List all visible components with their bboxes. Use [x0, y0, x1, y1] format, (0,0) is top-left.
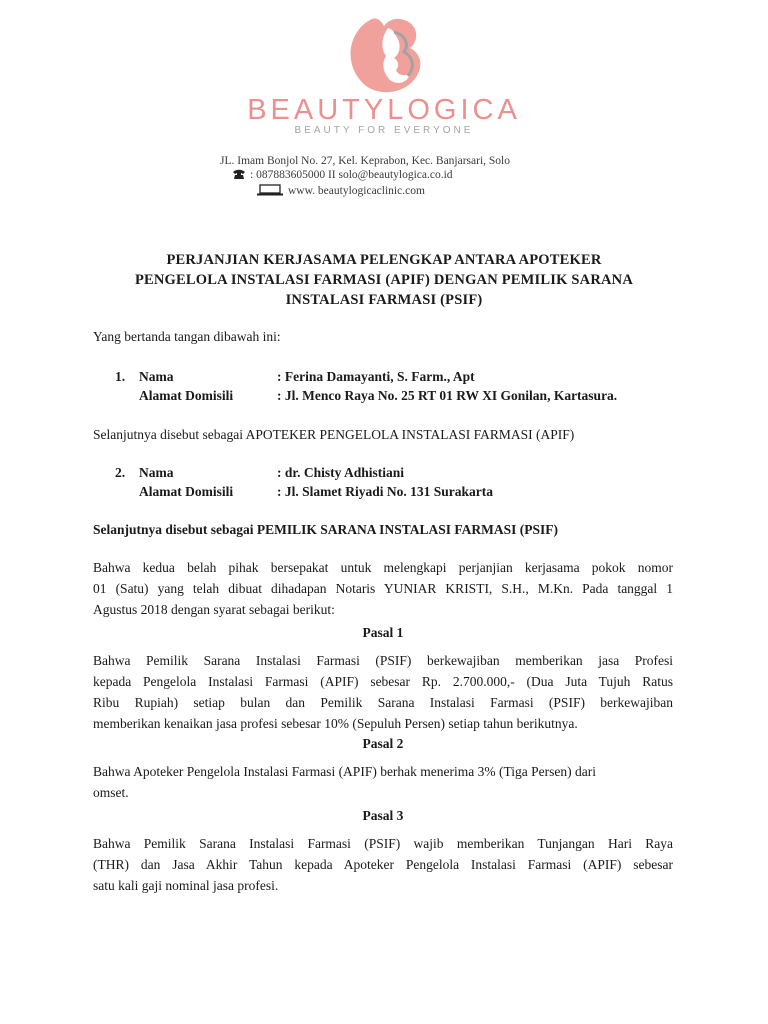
title-line: PERJANJIAN KERJASAMA PELENGKAP ANTARA APOTEKER — [166, 252, 602, 268]
pasal2-heading: Pasal 2 — [362, 736, 404, 751]
brand-name: BEAUTYLOGICA — [247, 94, 521, 126]
paragraph-line: kepada Pengelola Instalasi Farmasi (APIF) sebesar Rp. 2.700.000,- (Dua Juta Tujuh Ratus — [93, 674, 673, 689]
party1-name-label: Nama — [139, 369, 174, 384]
pasal1-heading: Pasal 1 — [362, 625, 404, 640]
pasal1-paragraph — [93, 650, 673, 734]
company-address: JL. Imam Bonjol No. 27, Kel. Keprabon, Kec. Banjarsari, Solo — [220, 155, 510, 167]
party2-role-text: PEMILIK SARANA INSTALASI FARMASI (PSIF) — [256, 522, 558, 537]
paragraph-line: Ribu Rupiah) setiap bulan dan Pemilik Sarana Instalasi Farmasi (PSIF) berkewajiban — [93, 695, 673, 710]
contact-phone-email — [232, 169, 453, 182]
beautylogica-logo-icon — [336, 14, 436, 96]
intro-text: Yang bertanda tangan dibawah ini: — [93, 329, 281, 344]
party2-role — [93, 520, 558, 540]
paragraph-line: Bahwa Apoteker Pengelola Instalasi Farmasi (APIF) berhak menerima 3% (Tiga Persen) dari — [93, 764, 597, 779]
party1-number: 1. — [115, 369, 126, 384]
title-line: INSTALASI FARMASI (PSIF) — [285, 292, 483, 308]
laptop-icon — [256, 184, 284, 199]
paragraph-line: satu kali gaji nominal jasa profesi. — [93, 878, 279, 893]
phone-icon — [232, 169, 246, 182]
agreement-title — [96, 250, 672, 310]
paragraph-line: memberikan kenaikan jasa profesi sebesar 10% (Sepuluh Persen) setiap tahun berikutnya. — [93, 716, 578, 731]
party1-address-value: : Jl. Menco Raya No. 25 RT 01 RW XI Gonilan, Kartasura. — [277, 388, 618, 403]
party2-role-prefix: Selanjutnya disebut sebagai — [93, 522, 254, 537]
paragraph-line: Bahwa Pemilik Sarana Instalasi Farmasi (PSIF) wajib memberikan Tunjangan Hari Raya — [93, 836, 673, 851]
contact-website — [256, 184, 425, 199]
party2-number: 2. — [115, 465, 126, 480]
party2-name-label: Nama — [139, 465, 174, 480]
party2-address-label: Alamat Domisili — [139, 484, 234, 499]
preamble-paragraph — [93, 557, 673, 620]
party2-address-value: : Jl. Slamet Riyadi No. 131 Surakarta — [277, 484, 493, 499]
paragraph-line: Bahwa kedua belah pihak bersepakat untuk melengkapi perjanjian kerjasama pokok nomor — [93, 560, 673, 575]
paragraph-line: omset. — [93, 785, 129, 800]
pasal2-paragraph — [93, 761, 673, 803]
brand-tagline: BEAUTY FOR EVERYONE — [294, 125, 474, 134]
paragraph-line: Bahwa Pemilik Sarana Instalasi Farmasi (PSIF) berkewajiban memberikan jasa Profesi — [93, 653, 673, 668]
party1-role: Selanjutnya disebut sebagai APOTEKER PENGELOLA INSTALASI FARMASI (APIF) — [93, 427, 575, 442]
paragraph-line: (THR) dan Jasa Akhir Tahun kepada Apoteker Pengelola Instalasi Farmasi (APIF) sebesar — [93, 857, 673, 872]
phone-email-text: : 087883605000 II solo@beautylogica.co.id — [250, 169, 453, 182]
party1-name-value: : Ferina Damayanti, S. Farm., Apt — [277, 369, 475, 384]
title-line: PENGELOLA INSTALASI FARMASI (APIF) DENGAN PEMILIK SARANA — [134, 272, 634, 288]
party1-address-label: Alamat Domisili — [139, 388, 234, 403]
paragraph-line: Agustus 2018 dengan syarat sebagai berikut: — [93, 602, 335, 617]
website-text: www. beautylogicaclinic.com — [288, 185, 425, 198]
pasal3-heading: Pasal 3 — [362, 808, 404, 823]
paragraph-line: 01 (Satu) yang telah dibuat dihadapan Notaris YUNIAR KRISTI, S.H., M.Kn. Pada tanggal 1 — [93, 581, 673, 596]
party2-name-value: : dr. Chisty Adhistiani — [277, 465, 405, 480]
pasal3-paragraph — [93, 833, 673, 896]
